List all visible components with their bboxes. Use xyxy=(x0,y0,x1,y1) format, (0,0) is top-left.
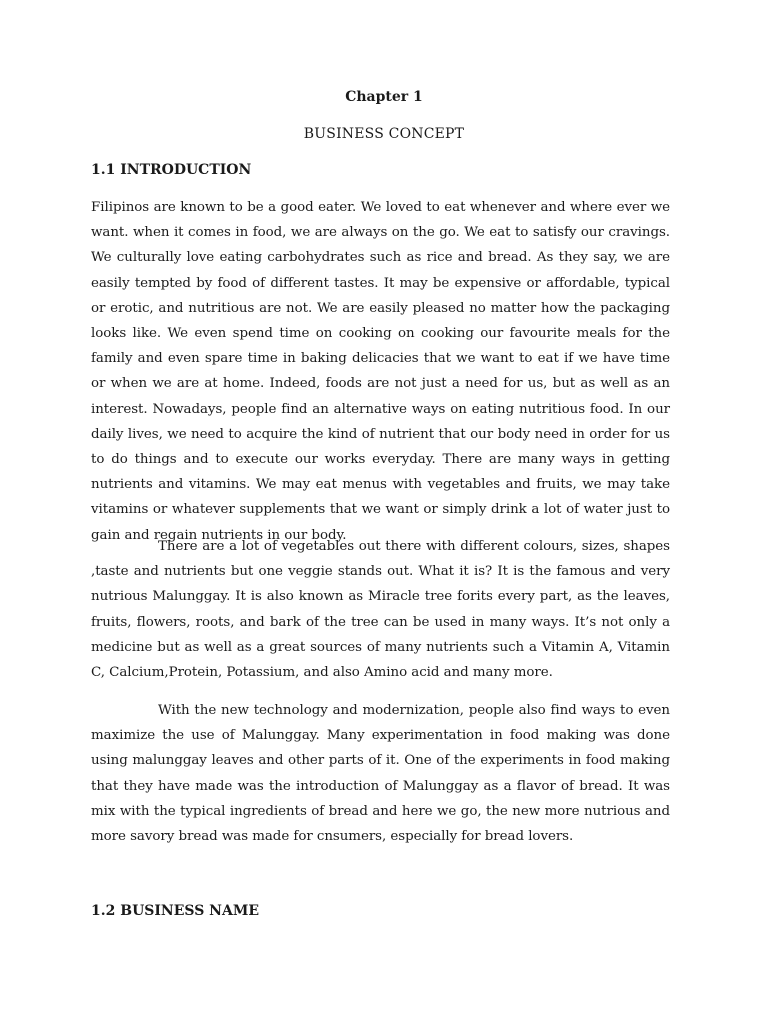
section-title: BUSINESS CONCEPT xyxy=(303,126,465,142)
paragraph-technology: With the new technology and modernization, people also find ways to even maximize the use of Malunggay. Many experimentation in food making was done using malunggay leaves and other parts of it. One of the experiments in food making that they have made was the introduction of Malunggay as a flavor of bread. It was mix with the typical ingredients of bread and here we go, the new more nutrious and more savory bread was made for cnsumers, especially for bread lovers. xyxy=(91,703,670,845)
chapter-title: Chapter 1 xyxy=(345,89,423,105)
heading-business-name: 1.2 BUSINESS NAME xyxy=(91,903,260,919)
paragraph-intro: Filipinos are known to be a good eater. We loved to eat whenever and where ever we want. when it comes in food, we are always on the go. We eat to satisfy our cravings. We culturally love eating carbohydrates such as rice and bread. As they say, we are easily tempted by food of different tastes. It may be expensive or affordable, typical or erotic, and nutritious are not. We are easily pleased no matter how the packaging looks like. We even spend time on cooking on cooking our favourite meals for the family and even spare time in baking delicacies that we want to eat if we have time or when we are at home. Indeed, foods are not just a need for us, but as well as an interest. Nowadays, people find an alternative ways on eating nutritious food. In our daily lives, we need to acquire the kind of nutrient that our body need in order for us to do things and to execute our works everyday. There are many ways in getting nutrients and vitamins. We may eat menus with vegetables and fruits, we may take vitamins or whatever supplements that we want or simply drink a lot of water just to gain and regain nutrients in our body. xyxy=(91,200,670,543)
heading-introduction: 1.1 INTRODUCTION xyxy=(91,162,252,178)
paragraph-malunggay: There are a lot of vegetables out there with different colours, sizes, shapes ,taste and nutrients but one veggie stands out. What it is? It is the famous and very nutrious Malunggay. It is also known as Miracle tree forits every part, as the leaves, fruits, flowers, roots, and bark of the tree can be used in many ways. It’s not only a medicine but as well as a great sources of many nutrients such a Vitamin A, Vitamin C, Calcium,Protein, Potassium, and also Amino acid and many more. xyxy=(91,539,670,681)
